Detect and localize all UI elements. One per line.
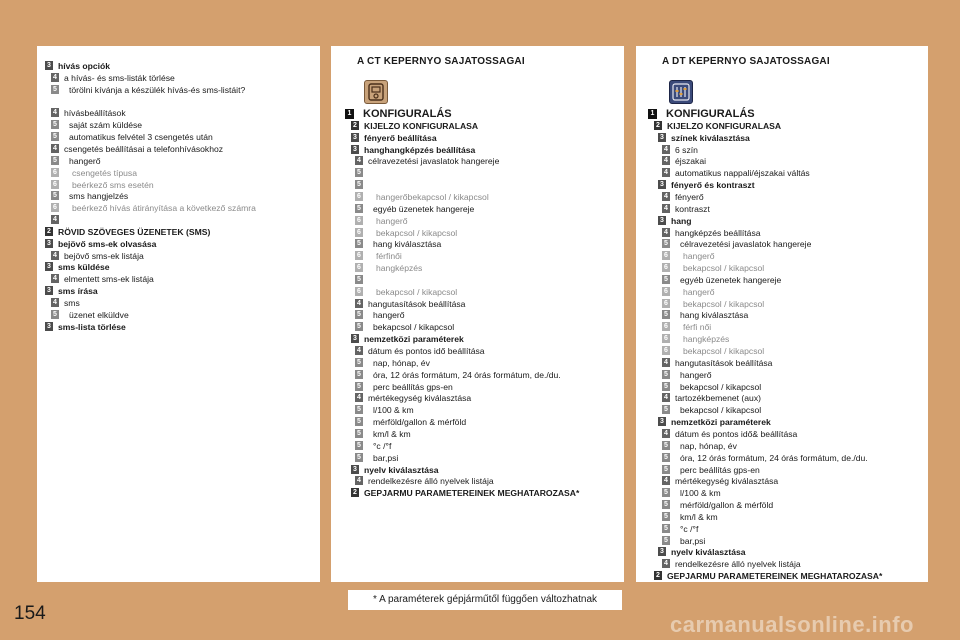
level-badge: 1	[345, 109, 354, 119]
level-badge: 3	[45, 239, 53, 248]
level-badge: 5	[662, 239, 670, 248]
level-badge: 5	[355, 239, 363, 248]
menu-item-label: mérföld/gallon & mérföld	[373, 417, 467, 428]
level-badge: 6	[662, 263, 670, 272]
menu-item-label: hangképzés	[683, 334, 730, 345]
level-badge: 6	[355, 287, 363, 296]
level-badge: 5	[355, 204, 363, 213]
level-badge: 5	[355, 453, 363, 462]
level-badge: 3	[351, 133, 359, 142]
dt-screen-icon	[669, 80, 693, 104]
dt-panel-title: A DT KEPERNYO SAJATOSSAGAI	[662, 56, 830, 67]
menu-item-label: hang kiválasztása	[373, 239, 442, 250]
ct-panel-title: A CT KEPERNYO SAJATOSSAGAI	[357, 56, 525, 67]
menu-item-label: csengetés típusa	[72, 167, 137, 178]
menu-item-label: bar,psi	[373, 452, 399, 463]
menu-item-label: °c /°f	[680, 523, 699, 534]
menu-item-label: egyéb üzenetek hangereje	[373, 203, 475, 214]
menu-item-label: GEPJARMU PARAMETEREINEK MEGHATAROZASA*	[364, 488, 580, 499]
level-badge: 3	[658, 417, 666, 426]
menu-item-label: bejövő sms-ek listája	[64, 250, 144, 261]
level-badge: 5	[662, 524, 670, 533]
left-menu-panel	[37, 46, 320, 582]
menu-item-label: °c /°f	[373, 440, 392, 451]
menu-item-label: mérföld/gallon & mérföld	[680, 500, 774, 511]
level-badge: 3	[658, 547, 666, 556]
menu-item-label: hanghangképzés beállítása	[364, 144, 476, 155]
level-badge: 5	[662, 512, 670, 521]
level-badge: 3	[45, 322, 53, 331]
level-badge: 2	[45, 227, 53, 236]
menu-item-label: nemzetközi paraméterek	[364, 334, 464, 345]
menu-item-label: bekapcsol / kikapcsol	[376, 227, 458, 238]
menu-item-label: nap, hónap, év	[680, 440, 737, 451]
menu-item-label: hang kiválasztása	[680, 310, 749, 321]
menu-item-label: bekapcsol / kikapcsol	[680, 381, 762, 392]
menu-item-label: hangerő	[683, 286, 715, 297]
level-badge: 6	[355, 216, 363, 225]
menu-item-label: éjszakai	[675, 156, 707, 167]
level-badge: 2	[351, 488, 359, 497]
menu-item-label: automatikus nappali/éjszakai váltás	[675, 168, 810, 179]
level-badge: 5	[355, 370, 363, 379]
menu-item-label: hangutasítások beállítása	[368, 298, 466, 309]
menu-item-label: fényerő	[675, 191, 704, 202]
menu-item-label: hívásbeállítások	[64, 108, 126, 119]
menu-item-label: hangképzés beállítása	[675, 227, 761, 238]
menu-item-label: km/l & km	[373, 428, 411, 439]
menu-item-label: nyelv kiválasztása	[671, 547, 746, 558]
footnote: * A paraméterek gépjárműtől függően változhatnak	[348, 590, 622, 610]
menu-item-label: elmentett sms-ek listája	[64, 274, 154, 285]
menu-item-label: rendelkezésre álló nyelvek listája	[368, 476, 494, 487]
level-badge: 5	[355, 358, 363, 367]
level-badge: 5	[355, 168, 363, 177]
level-badge: 2	[654, 121, 662, 130]
menu-item-label: hangerő	[680, 369, 712, 380]
level-badge: 3	[45, 262, 53, 271]
dt-screen-panel	[636, 46, 928, 582]
menu-item-label: sms	[64, 298, 80, 308]
level-badge: 6	[51, 203, 59, 212]
menu-item-label: perc beállítás gps-en	[680, 464, 760, 475]
level-badge: 5	[355, 429, 363, 438]
menu-item-label: hangerő	[376, 215, 408, 226]
menu-item-label: GEPJARMU PARAMETEREINEK MEGHATAROZASA*	[667, 571, 883, 582]
level-badge: 5	[355, 405, 363, 414]
level-badge: 5	[355, 310, 363, 319]
level-badge: 4	[355, 476, 363, 485]
level-badge: 4	[51, 215, 59, 224]
menu-item-label: sms hangjelzés	[69, 191, 129, 202]
menu-item-label: dátum és pontos idő beállítása	[368, 346, 485, 356]
menu-item-label: tartozékbemenet (aux)	[675, 393, 761, 404]
menu-item-label: óra, 12 órás formátum, 24 órás formátum, de./du.	[373, 369, 561, 380]
menu-item-label: bekapcsol / kikapcsol	[683, 346, 765, 356]
level-badge: 3	[658, 133, 666, 142]
level-badge: 5	[355, 275, 363, 284]
level-badge: 3	[351, 334, 359, 343]
menu-item-label: rendelkezésre álló nyelvek listája	[675, 559, 801, 570]
level-badge: 5	[662, 465, 670, 474]
menu-item-label: kontraszt	[675, 203, 710, 214]
level-badge: 4	[51, 298, 59, 307]
menu-item-label: férfi női	[683, 322, 712, 333]
level-badge: 5	[355, 180, 363, 189]
menu-item-label: RÖVID SZÖVEGES ÜZENETEK (SMS)	[58, 226, 211, 237]
menu-item-label: nyelv kiválasztása	[364, 464, 439, 475]
level-badge: 4	[355, 393, 363, 402]
level-badge: 4	[662, 156, 670, 165]
menu-item-label: dátum és pontos idő& beállítása	[675, 428, 798, 439]
level-badge: 5	[662, 453, 670, 462]
menu-item-label: bekapcsol / kikapcsol	[373, 322, 455, 333]
menu-item-label: óra, 12 órás formátum, 24 órás formátum, de./du.	[680, 452, 868, 463]
menu-item-label: bejövő sms-ek olvasása	[58, 238, 157, 249]
level-badge: 4	[662, 559, 670, 568]
menu-item-label: mértékegység kiválasztása	[675, 476, 779, 487]
level-badge: 3	[658, 216, 666, 225]
level-badge: 5	[51, 191, 59, 200]
level-badge: 6	[51, 180, 59, 189]
menu-item-label: férfinői	[376, 251, 402, 262]
level-badge: 4	[355, 156, 363, 165]
level-badge: 4	[355, 299, 363, 308]
level-badge: 5	[51, 132, 59, 141]
watermark: carmanualsonline.info	[670, 612, 914, 637]
menu-item-label: sms küldése	[58, 262, 110, 273]
menu-item-label: hangutasítások beállítása	[675, 357, 773, 368]
level-badge: 4	[51, 108, 59, 117]
level-badge: 5	[355, 441, 363, 450]
level-badge: 5	[662, 310, 670, 319]
level-badge: 4	[662, 358, 670, 367]
menu-item-label: bekapcsol / kikapcsol	[680, 405, 762, 416]
ct-screen-icon	[364, 80, 388, 104]
menu-item-label: km/l & km	[680, 511, 718, 522]
level-badge: 4	[355, 346, 363, 355]
menu-item-label: hívás opciók	[58, 61, 111, 71]
level-badge: 5	[662, 275, 670, 284]
menu-item-label: hang	[671, 215, 692, 226]
level-badge: 5	[51, 120, 59, 129]
level-badge: 6	[662, 334, 670, 343]
menu-item-label: egyéb üzenetek hangereje	[680, 274, 782, 285]
level-badge: 6	[662, 322, 670, 331]
menu-item-label: 6 szín	[675, 144, 698, 155]
menu-item-label: KONFIGURALÁS	[666, 108, 755, 120]
level-badge: 6	[662, 346, 670, 355]
menu-item-label: sms írása	[58, 286, 98, 297]
page-number: 154	[14, 603, 46, 624]
menu-item-label: üzenet elküldve	[69, 309, 129, 320]
menu-item-label: KIJELZO KONFIGURALASA	[364, 120, 479, 131]
level-badge: 4	[51, 274, 59, 283]
menu-item-label: hangerő	[69, 155, 101, 166]
menu-item-label: beérkező sms esetén	[72, 179, 154, 190]
menu-item-label: bekapcsol / kikapcsol	[683, 263, 765, 274]
menu-item-label: bar,psi	[680, 535, 706, 546]
menu-item-label: beérkező hívás átirányítása a következő számra	[72, 203, 256, 214]
menu-item-label: l/100 & km	[373, 405, 414, 416]
menu-item-label: hangerő	[373, 310, 405, 321]
menu-item-label: KIJELZO KONFIGURALASA	[667, 120, 782, 131]
level-badge: 6	[355, 251, 363, 260]
menu-item-label: nemzetközi paraméterek	[671, 417, 771, 428]
menu-item-label: mértékegység kiválasztása	[368, 393, 472, 404]
menu-item-label: l/100 & km	[680, 488, 721, 499]
level-badge: 4	[662, 429, 670, 438]
level-badge: 3	[45, 61, 53, 70]
level-badge: 4	[662, 192, 670, 201]
menu-item-label: színek kiválasztása	[671, 132, 750, 143]
level-badge: 6	[355, 263, 363, 272]
level-badge: 3	[45, 286, 53, 295]
level-badge: 4	[51, 144, 59, 153]
level-badge: 5	[662, 500, 670, 509]
level-badge: 2	[351, 121, 359, 130]
level-badge: 5	[662, 441, 670, 450]
level-badge: 6	[662, 251, 670, 260]
menu-item-label: nap, hónap, év	[373, 357, 430, 368]
menu-item-label: KONFIGURALÁS	[363, 108, 452, 120]
menu-item-label: célravezetési javaslatok hangereje	[680, 239, 812, 250]
level-badge: 5	[51, 156, 59, 165]
level-badge: 2	[654, 571, 662, 580]
menu-item-label: hangerő	[683, 251, 715, 262]
menu-item-label: csengetés beállításai a telefonhívásokhoz	[64, 143, 224, 154]
level-badge: 4	[51, 73, 59, 82]
level-badge: 4	[662, 145, 670, 154]
level-badge: 6	[662, 299, 670, 308]
menu-item-label: automatikus felvétel 3 csengetés után	[69, 132, 213, 143]
level-badge: 4	[662, 393, 670, 402]
level-badge: 6	[51, 168, 59, 177]
menu-item-label: célravezetési javaslatok hangereje	[368, 156, 500, 167]
level-badge: 1	[648, 109, 657, 119]
level-badge: 4	[51, 251, 59, 260]
menu-item-label: a hívás- és sms-listák törlése	[64, 72, 175, 83]
level-badge: 5	[355, 382, 363, 391]
level-badge: 6	[355, 228, 363, 237]
menu-item-label: fényerő és kontraszt	[671, 180, 755, 191]
menu-item-label: bekapcsol / kikapcsol	[683, 298, 765, 309]
level-badge: 5	[662, 370, 670, 379]
level-badge: 5	[355, 322, 363, 331]
level-badge: 3	[658, 180, 666, 189]
level-badge: 4	[662, 228, 670, 237]
menu-item-label: hangképzés	[376, 263, 423, 274]
level-badge: 5	[355, 417, 363, 426]
level-badge: 5	[51, 85, 59, 94]
level-badge: 5	[51, 310, 59, 319]
level-badge: 4	[662, 204, 670, 213]
menu-item-label: fényerő beállítása	[364, 132, 437, 143]
menu-item-label: hangerőbekapcsol / kikapcsol	[376, 191, 489, 202]
level-badge: 6	[355, 192, 363, 201]
menu-item-label: törölni kívánja a készülék hívás-és sms-listáit?	[69, 84, 246, 95]
level-badge: 6	[662, 287, 670, 296]
ct-screen-panel	[331, 46, 624, 582]
level-badge: 5	[662, 488, 670, 497]
level-badge: 5	[662, 405, 670, 414]
level-badge: 5	[662, 382, 670, 391]
menu-item-label: bekapcsol / kikapcsol	[376, 286, 458, 297]
level-badge: 4	[662, 476, 670, 485]
level-badge: 3	[351, 465, 359, 474]
level-badge: 3	[351, 145, 359, 154]
level-badge: 5	[662, 536, 670, 545]
menu-item-label: saját szám küldése	[69, 120, 143, 131]
menu-item-label: sms-lista törlése	[58, 321, 126, 332]
level-badge: 4	[662, 168, 670, 177]
menu-item-label: perc beállítás gps-en	[373, 381, 453, 392]
